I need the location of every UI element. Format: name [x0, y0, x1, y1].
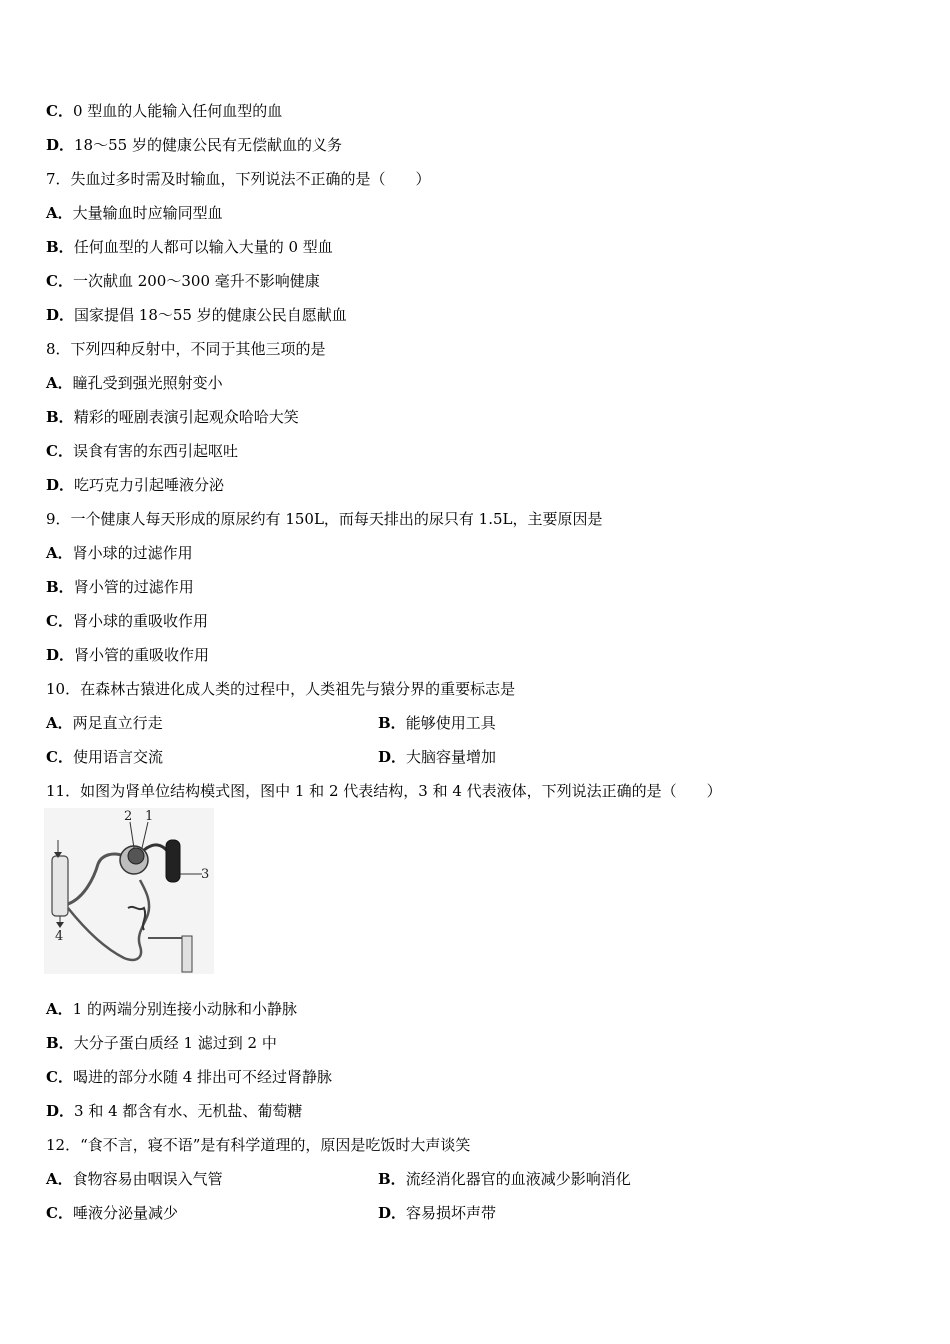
option-text: 肾小管的过滤作用	[73, 578, 194, 596]
question-number: 11．	[46, 782, 81, 800]
option-text: 喝进的部分水随 4 排出可不经过肾静脉	[72, 1068, 333, 1086]
q7-option-d	[46, 304, 347, 326]
option-text: 3 和 4 都含有水、无机盐、葡萄糖	[74, 1102, 303, 1120]
q10-option-c	[46, 746, 163, 768]
question-number: 10．	[46, 680, 81, 698]
option-text: 大量输血时应输同型血	[72, 204, 223, 222]
q8-option-b	[46, 406, 299, 428]
option-text: 两足直立行走	[72, 714, 163, 732]
option-label: A．	[46, 374, 73, 392]
option-text: 肾小球的过滤作用	[72, 544, 193, 562]
question-8	[46, 338, 326, 360]
question-9	[46, 508, 603, 530]
question-text: “食不言，寝不语”是有科学道理的，原因是吃饭时大声谈笑	[80, 1136, 471, 1154]
question-text: 失血过多时需及时输血，下列说法不正确的是（ ）	[70, 170, 431, 188]
q8-option-c	[46, 440, 238, 462]
option-text: 0 型血的人能输入任何血型的血	[72, 102, 283, 120]
option-text: 国家提倡 18～55 岁的健康公民自愿献血	[74, 306, 347, 324]
option-text: 18～55 岁的健康公民有无偿献血的义务	[74, 136, 342, 154]
option-text: 任何血型的人都可以输入大量的 0 型血	[73, 238, 333, 256]
q9-option-b	[46, 576, 194, 598]
option-label: D．	[46, 306, 75, 324]
q12-option-a	[46, 1168, 223, 1190]
option-label: A．	[46, 1170, 73, 1188]
q11-option-c	[46, 1066, 332, 1088]
option-label: D．	[46, 646, 75, 664]
q11-option-b	[46, 1032, 277, 1054]
q7-option-b	[46, 236, 333, 258]
option-label: D．	[378, 748, 407, 766]
option-text: 精彩的哑剧表演引起观众哈哈大笑	[73, 408, 299, 426]
q11-option-d	[46, 1100, 302, 1122]
option-label: D．	[46, 136, 75, 154]
q9-option-d	[46, 644, 209, 666]
q12-option-d	[378, 1202, 496, 1224]
nephron-diagram	[44, 808, 214, 974]
label-4: 4	[55, 929, 64, 944]
option-label: C．	[46, 1068, 73, 1086]
option-label: A．	[46, 544, 73, 562]
label-1: 1	[145, 809, 154, 824]
q8-option-d	[46, 474, 224, 496]
q10-option-b	[378, 712, 496, 734]
q7-option-a	[46, 202, 223, 224]
question-10	[46, 678, 515, 700]
option-text: 肾小球的重吸收作用	[72, 612, 208, 630]
question-number: 9．	[46, 510, 71, 528]
option-label: C．	[46, 272, 73, 290]
collecting-tube	[52, 856, 68, 916]
option-text: 流经消化器官的血液减少影响消化	[405, 1170, 631, 1188]
q10-option-a	[46, 712, 163, 734]
q11-option-a	[46, 998, 297, 1020]
option-text: 吃巧克力引起唾液分泌	[74, 476, 225, 494]
q7-option-c	[46, 270, 320, 292]
option-label: C．	[46, 102, 73, 120]
question-11	[46, 780, 722, 802]
question-text: 一个健康人每天形成的原尿约有 150L，而每天排出的尿只有 1.5L，主要原因是	[70, 510, 603, 528]
option-label: A．	[46, 714, 73, 732]
label-2: 2	[124, 809, 133, 824]
question-number: 12．	[46, 1136, 81, 1154]
option-label: B．	[46, 578, 74, 596]
option-label: C．	[46, 442, 73, 460]
question-text: 如图为肾单位结构模式图，图中 1 和 2 代表结构，3 和 4 代表液体，下列说法正确的是（ ）	[80, 782, 722, 800]
option-text: 瞳孔受到强光照射变小	[72, 374, 223, 392]
option-label: A．	[46, 204, 73, 222]
glomerulus	[128, 848, 144, 864]
option-text: 使用语言交流	[72, 748, 163, 766]
option-label: B．	[46, 408, 74, 426]
option-text: 一次献血 200～300 毫升不影响健康	[72, 272, 320, 290]
option-label: D．	[46, 1102, 75, 1120]
q10-option-d	[378, 746, 496, 768]
option-text: 食物容易由咽误入气管	[72, 1170, 223, 1188]
nephron-diagram-svg	[44, 808, 214, 974]
option-text: 大脑容量增加	[406, 748, 497, 766]
option-label: B．	[46, 238, 74, 256]
question-number: 8．	[46, 340, 71, 358]
option-label: D．	[46, 476, 75, 494]
question-text: 下列四种反射中，不同于其他三项的是	[70, 340, 326, 358]
q9-option-a	[46, 542, 193, 564]
option-label: B．	[378, 1170, 406, 1188]
q9-option-c	[46, 610, 208, 632]
q12-option-b	[378, 1168, 631, 1190]
option-label: B．	[46, 1034, 74, 1052]
q12-option-c	[46, 1202, 178, 1224]
option-label: D．	[378, 1204, 407, 1222]
question-7	[46, 168, 431, 190]
question-number: 7．	[46, 170, 71, 188]
option-label: C．	[46, 748, 73, 766]
option-text: 大分子蛋白质经 1 滤过到 2 中	[73, 1034, 277, 1052]
option-text: 肾小管的重吸收作用	[74, 646, 210, 664]
option-text: 能够使用工具	[405, 714, 496, 732]
blood-vessel	[166, 840, 180, 882]
option-label: B．	[378, 714, 406, 732]
option-label: C．	[46, 612, 73, 630]
option-text: 唾液分泌量减少	[72, 1204, 178, 1222]
option-label: A．	[46, 1000, 73, 1018]
option-text: 误食有害的东西引起呕吐	[72, 442, 238, 460]
q6-option-c	[46, 100, 282, 122]
q8-option-a	[46, 372, 223, 394]
option-text: 1 的两端分别连接小动脉和小静脉	[72, 1000, 297, 1018]
option-text: 容易损坏声带	[406, 1204, 497, 1222]
question-text: 在森林古猿进化成人类的过程中，人类祖先与猿分界的重要标志是	[80, 680, 516, 698]
option-label: C．	[46, 1204, 73, 1222]
renal-vein	[182, 936, 192, 972]
label-3: 3	[201, 867, 210, 882]
q6-option-d	[46, 134, 342, 156]
question-12	[46, 1134, 470, 1156]
